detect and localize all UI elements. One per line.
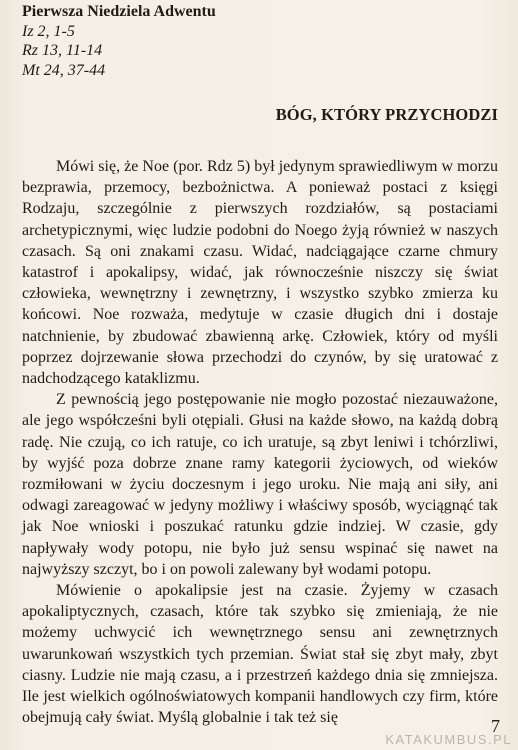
liturgical-header: [22, 2, 216, 80]
watermark-logo: KATAKUMBUS.PL: [385, 732, 512, 747]
page-number: 7: [491, 716, 500, 736]
paragraph-3: Mówienie o apokalipsie jest na czasie. Żyjemy w czasach apokaliptycznych, czasach, które tak szybko się zmieniają, że nie możemy uchwycić ich wewnętrznego sensu ani zewnętrznych uwarunkowań wszystkich tych przemian. Świat stał się zbyt mały, zbyt ciasny. Ludzie nie mają czasu, a i przestrzeń każdego dnia się zmniejsza. Ile jest wielkich ogólnoświatowych kompanii handlowych czy firm, które obejmują cały świat. Myślą globalnie i tak też się: [22, 582, 498, 727]
sunday-heading: Pierwsza Niedziela Adwentu: [22, 3, 216, 20]
reading-ref-romans: Rz 13, 11-14: [22, 42, 103, 59]
reading-ref-matthew: Mt 24, 37-44: [22, 61, 106, 79]
reading-ref-isaiah: Iz 2, 1-5: [22, 22, 75, 40]
chapter-title: BÓG, KTÓRY PRZYCHODZI: [275, 105, 498, 124]
paragraph-2: Z pewnością jego postępowanie nie mogło pozostać niezauważone, ale jego współcześni byli otępiali. Głusi na każde słowo, na każdą dobrą radę. Nie czują, co ich ratuje, co ich uratuje, są zbyt leniwi i tchórzliwi, by wyjść poza dobrze znane ramy kategorii życiowych, od wieków rozmiłowani w życiu doczesnym i jego uroku. Nie mają ani siły, ani odwagi zareagować w jedyny możliwy i właściwy sposób, wyciągnąć tak jak Noe wnioski i poszukać ratunku gdzie indziej. W czasie, gdy napływały wody potopu, nie było już sensu wspinać się nawet na najwyższy szczyt, bo i on powoli zalewany był wodami potopu.: [22, 391, 498, 578]
paragraph-1: Mówi się, że Noe (por. Rdz 5) był jedynym sprawiedliwym w morzu bezprawia, przemocy, bezbożnictwa. A ponieważ postaci z księgi Rodzaju, szczególnie z pierwszych rozdziałów, są postaciami archetypicznymi, więc ludzie podobni do Noego żyją również w naszych czasach. Są oni znakami czasu. Widać, nadciągające czarne chmury katastrof i apokalipsy, widać, jak równocześnie niszczy się świat człowieka, wewnętrzny i zewnętrzny, i wszystko szybko zmierza ku końcowi. Noe rozważa, medytuje w czasie długich dni i dostaje natchnienie, by zbudować zbawienną arkę. Człowiek, który od myśli poprzez dojrzewanie słowa przechodzi do czynów, by się uratować z nadchodzącego kataklizmu.: [22, 158, 498, 388]
body-text: [22, 156, 498, 728]
